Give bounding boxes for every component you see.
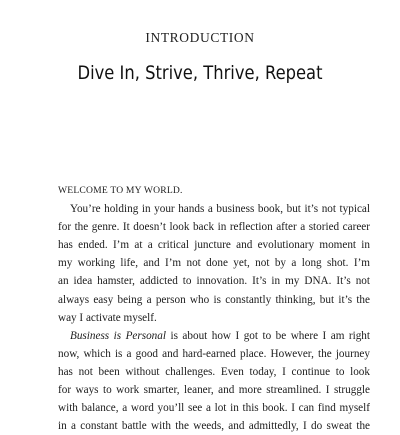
paragraph-line: for ways to work smarter, leaner, and more streamlined. I struggle <box>58 384 370 397</box>
paragraph-line: an idea hamster, addicted to innovation. It’s in my DNA. It’s not <box>58 275 370 288</box>
paragraph-line: has ended. I’m at a critical juncture and evolutionary moment in <box>58 239 370 252</box>
paragraph-line: way I activate myself. <box>58 311 157 324</box>
paragraph-line: now, which is a good and hard-earned place. However, the journey <box>58 347 370 360</box>
paragraph-line: has not been without challenges. Even today, I continue to look <box>58 365 370 378</box>
paragraph-line: with balance, a word you’ll see a lot in this book. I can find myself <box>58 402 370 415</box>
section-heading: INTRODUCTION <box>145 30 255 45</box>
paragraph-line: always easy being a person who is constantly thinking, but it’s the <box>58 293 370 306</box>
paragraph-line <box>58 327 370 345</box>
paragraph-line: my working life, and I’m not done yet, not by a long shot. I’m <box>58 257 370 270</box>
lead-line: WELCOME TO MY WORLD. <box>58 185 183 196</box>
paragraph-fragment: is about how I got to be where I am right <box>165 329 371 342</box>
paragraph-line: You’re holding in your hands a business book, but it’s not typical <box>70 203 370 216</box>
book-title-italic: Business is Personal <box>70 329 166 342</box>
body-text <box>58 182 370 435</box>
paragraph-line: in a constant battle with the weeds, and admittedly, I do sweat the <box>58 420 370 433</box>
chapter-title: Dive In, Strive, Thrive, Repeat <box>77 62 323 84</box>
paragraph-line: for the genre. It doesn’t look back in reflection after a storied career <box>58 221 370 234</box>
